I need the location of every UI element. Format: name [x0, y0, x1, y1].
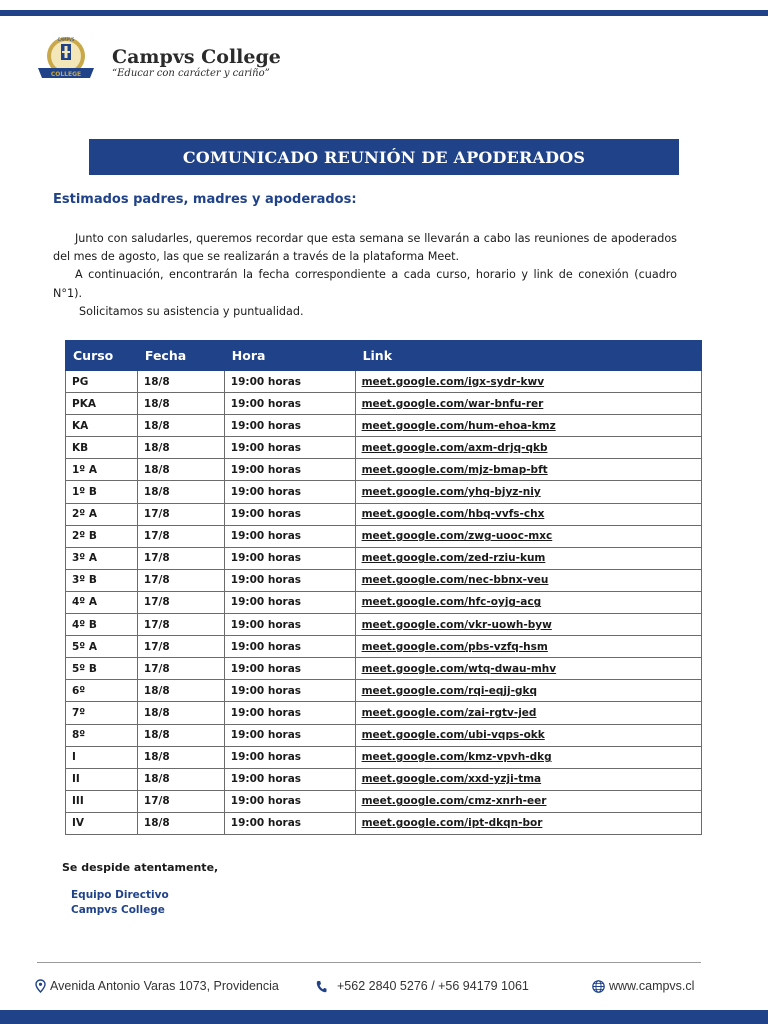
cell-curso: 5º B	[66, 658, 138, 680]
phone-icon	[316, 980, 327, 993]
cell-link[interactable]: meet.google.com/xxd-yzji-tma	[355, 768, 701, 790]
cell-hora: 19:00 horas	[224, 614, 355, 636]
cell-curso: 5º A	[66, 636, 138, 658]
cell-link[interactable]: meet.google.com/ubi-vqps-okk	[355, 724, 701, 746]
header-hora: Hora	[224, 341, 355, 371]
cell-link[interactable]: meet.google.com/pbs-vzfq-hsm	[355, 636, 701, 658]
table-row	[66, 790, 702, 812]
cell-hora: 19:00 horas	[224, 459, 355, 481]
table-row	[66, 547, 702, 569]
cell-hora: 19:00 horas	[224, 702, 355, 724]
cell-fecha: 17/8	[137, 790, 224, 812]
footer-address	[35, 979, 279, 993]
cell-fecha: 17/8	[137, 614, 224, 636]
cell-curso: KB	[66, 437, 138, 459]
cell-curso: 7º	[66, 702, 138, 724]
cell-link[interactable]: meet.google.com/rqi-eqjj-gkq	[355, 680, 701, 702]
cell-hora: 19:00 horas	[224, 724, 355, 746]
table-row	[66, 746, 702, 768]
cell-fecha: 18/8	[137, 724, 224, 746]
cell-hora: 19:00 horas	[224, 658, 355, 680]
cell-curso: 8º	[66, 724, 138, 746]
header-fecha: Fecha	[137, 341, 224, 371]
phone-text: +562 2840 5276 / +56 94179 1061	[337, 979, 529, 993]
globe-icon	[592, 980, 605, 993]
cell-link[interactable]: meet.google.com/nec-bbnx-veu	[355, 569, 701, 591]
table-header-row	[66, 341, 702, 371]
cell-curso: II	[66, 768, 138, 790]
bottom-accent-bar	[0, 1010, 768, 1024]
cell-curso: 3º B	[66, 569, 138, 591]
logo-lettering-bottom: COLLEGE	[50, 71, 82, 78]
cell-fecha: 18/8	[137, 437, 224, 459]
school-motto: “Educar con carácter y cariño”	[112, 68, 270, 79]
cell-fecha: 18/8	[137, 459, 224, 481]
table-row	[66, 724, 702, 746]
cell-fecha: 17/8	[137, 503, 224, 525]
cell-fecha: 17/8	[137, 591, 224, 613]
cell-curso: PKA	[66, 393, 138, 415]
cell-hora: 19:00 horas	[224, 547, 355, 569]
cell-link[interactable]: meet.google.com/kmz-vpvh-dkg	[355, 746, 701, 768]
table-row	[66, 503, 702, 525]
cell-link[interactable]: meet.google.com/axm-drjq-qkb	[355, 437, 701, 459]
cell-hora: 19:00 horas	[224, 481, 355, 503]
cell-fecha: 18/8	[137, 680, 224, 702]
table-row	[66, 481, 702, 503]
cell-curso: 4º B	[66, 614, 138, 636]
table-row	[66, 569, 702, 591]
cell-hora: 19:00 horas	[224, 680, 355, 702]
cell-fecha: 17/8	[137, 525, 224, 547]
footer-phone	[316, 979, 529, 993]
cell-hora: 19:00 horas	[224, 746, 355, 768]
cell-fecha: 17/8	[137, 636, 224, 658]
address-text: Avenida Antonio Varas 1073, Providencia	[50, 979, 279, 993]
cell-fecha: 18/8	[137, 702, 224, 724]
signature-school: Campvs College	[71, 904, 165, 916]
cell-fecha: 17/8	[137, 658, 224, 680]
table-row	[66, 415, 702, 437]
cell-hora: 19:00 horas	[224, 636, 355, 658]
cell-link[interactable]: meet.google.com/cmz-xnrh-eer	[355, 790, 701, 812]
header-curso: Curso	[66, 341, 138, 371]
cell-hora: 19:00 horas	[224, 768, 355, 790]
meeting-schedule-table	[65, 340, 702, 835]
cell-hora: 19:00 horas	[224, 393, 355, 415]
table-row	[66, 812, 702, 834]
cell-link[interactable]: meet.google.com/hum-ehoa-kmz	[355, 415, 701, 437]
cell-link[interactable]: meet.google.com/wtq-dwau-mhv	[355, 658, 701, 680]
cell-link[interactable]: meet.google.com/hfc-oyjg-acg	[355, 591, 701, 613]
cell-link[interactable]: meet.google.com/mjz-bmap-bft	[355, 459, 701, 481]
cell-curso: 2º A	[66, 503, 138, 525]
cell-curso: 3º A	[66, 547, 138, 569]
cell-curso: KA	[66, 415, 138, 437]
closing-line: Se despide atentamente,	[62, 861, 219, 874]
table-row	[66, 768, 702, 790]
cell-link[interactable]: meet.google.com/hbq-vvfs-chx	[355, 503, 701, 525]
school-name: Campvs College	[112, 46, 281, 68]
footer-website[interactable]	[592, 979, 694, 993]
cell-link[interactable]: meet.google.com/igx-sydr-kwv	[355, 371, 701, 393]
cell-fecha: 18/8	[137, 746, 224, 768]
table-row	[66, 437, 702, 459]
cell-curso: 4º A	[66, 591, 138, 613]
greeting: Estimados padres, madres y apoderados:	[53, 192, 357, 207]
cell-curso: I	[66, 746, 138, 768]
cell-link[interactable]: meet.google.com/zai-rgtv-jed	[355, 702, 701, 724]
table-row	[66, 393, 702, 415]
cell-hora: 19:00 horas	[224, 812, 355, 834]
paragraph-intro: Junto con saludarles, queremos recordar que esta semana se llevarán a cabo las reuniones de apoderados del mes de agosto, las que se realizarán a través de la plataforma Meet.	[53, 232, 677, 264]
cell-fecha: 17/8	[137, 547, 224, 569]
cell-fecha: 18/8	[137, 415, 224, 437]
cell-link[interactable]: meet.google.com/zed-rziu-kum	[355, 547, 701, 569]
cell-link[interactable]: meet.google.com/yhq-bjyz-niy	[355, 481, 701, 503]
table-row	[66, 636, 702, 658]
cell-hora: 19:00 horas	[224, 591, 355, 613]
cell-fecha: 18/8	[137, 393, 224, 415]
table-row	[66, 371, 702, 393]
cell-link[interactable]: meet.google.com/zwg-uooc-mxc	[355, 525, 701, 547]
cell-hora: 19:00 horas	[224, 503, 355, 525]
cell-curso: 1º A	[66, 459, 138, 481]
table-row	[66, 459, 702, 481]
cell-curso: 1º B	[66, 481, 138, 503]
cell-fecha: 18/8	[137, 371, 224, 393]
cell-curso: 2º B	[66, 525, 138, 547]
cell-hora: 19:00 horas	[224, 415, 355, 437]
table-row	[66, 525, 702, 547]
cell-link[interactable]: meet.google.com/vkr-uowh-byw	[355, 614, 701, 636]
footer-divider	[37, 962, 701, 963]
table-row	[66, 591, 702, 613]
school-crest-icon	[36, 32, 96, 84]
cell-curso: IV	[66, 812, 138, 834]
body-text	[53, 230, 677, 321]
table-row	[66, 614, 702, 636]
table-row	[66, 658, 702, 680]
table-row	[66, 702, 702, 724]
cell-curso: III	[66, 790, 138, 812]
document-title-banner	[89, 139, 679, 175]
location-pin-icon	[35, 979, 46, 993]
cell-hora: 19:00 horas	[224, 371, 355, 393]
document-title: COMUNICADO REUNIÓN DE APODERADOS	[182, 147, 586, 167]
cell-curso: PG	[66, 371, 138, 393]
paragraph-instructions: A continuación, encontrarán la fecha correspondiente a cada curso, horario y link de conexión (cuadro N°1).	[53, 268, 677, 300]
cell-link[interactable]: meet.google.com/war-bnfu-rer	[355, 393, 701, 415]
cell-hora: 19:00 horas	[224, 790, 355, 812]
cell-hora: 19:00 horas	[224, 525, 355, 547]
cell-fecha: 17/8	[137, 569, 224, 591]
header-link: Link	[355, 341, 701, 371]
cell-hora: 19:00 horas	[224, 569, 355, 591]
cell-fecha: 18/8	[137, 481, 224, 503]
table-row	[66, 680, 702, 702]
logo-lettering-top: CAMPVS	[57, 37, 75, 42]
signature-team: Equipo Directivo	[71, 889, 169, 901]
cell-link[interactable]: meet.google.com/ipt-dkqn-bor	[355, 812, 701, 834]
website-link[interactable]: www.campvs.cl	[609, 979, 695, 993]
paragraph-request: Solicitamos su asistencia y puntualidad.	[79, 304, 304, 318]
cell-curso: 6º	[66, 680, 138, 702]
cell-fecha: 18/8	[137, 812, 224, 834]
cell-fecha: 18/8	[137, 768, 224, 790]
cell-hora: 19:00 horas	[224, 437, 355, 459]
top-accent-bar	[0, 10, 768, 16]
